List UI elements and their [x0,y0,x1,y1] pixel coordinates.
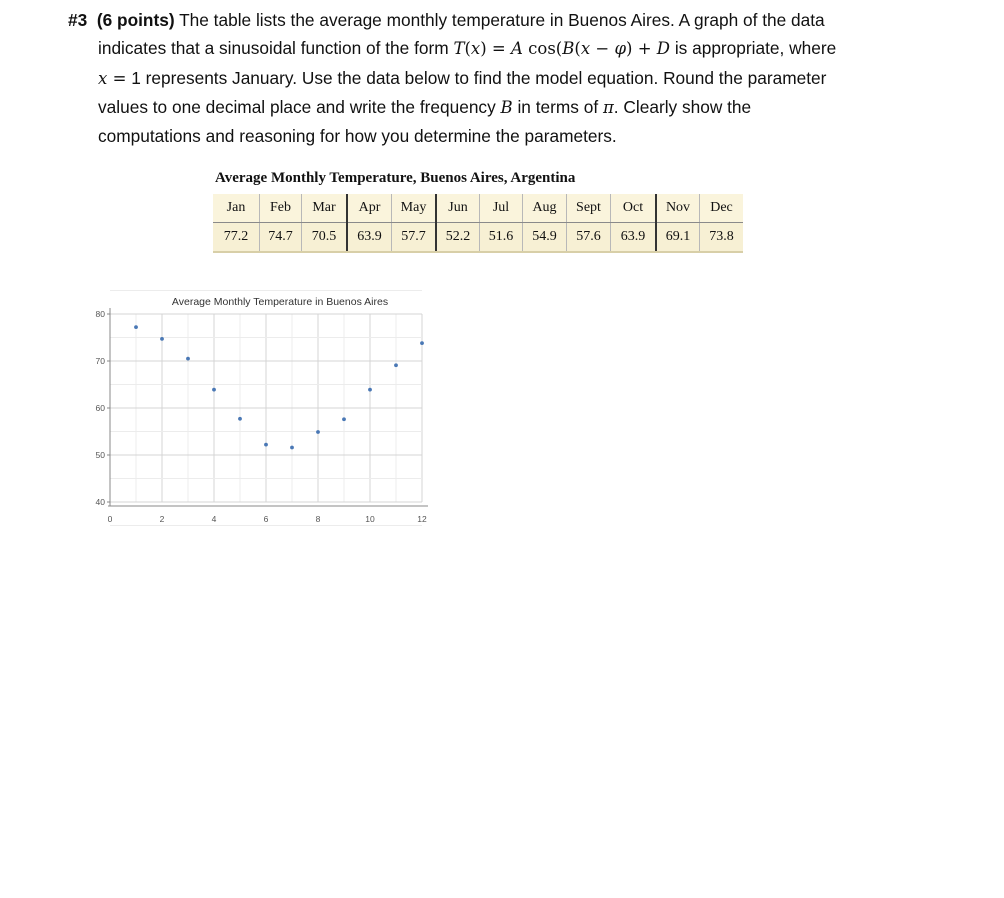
data-points [134,325,424,449]
problem-text-4b: in terms of [512,96,603,117]
temperature-cell: 70.5 [302,223,348,253]
month-header-cell: Jul [480,194,523,223]
x-equals: x = [98,68,127,88]
temperature-cell: 77.2 [213,223,260,253]
temperature-value-row [213,223,743,253]
data-point [134,325,138,329]
y-tick-label: 70 [95,356,105,366]
data-point [212,388,216,392]
data-point [238,417,242,421]
x-tick-label: 6 [263,514,269,524]
problem-text-3: 1 represents January. Use the data below to find the model equation. Round the parameter [126,67,827,88]
temperature-cell: 51.6 [480,223,523,253]
problem-text-2a: indicates that a sinusoidal function of the form [98,38,454,59]
table-title: Average Monthly Temperature, Buenos Aires, Argentina [215,170,576,186]
temperature-cell: 69.1 [656,223,700,253]
data-point [342,417,346,421]
data-point [316,430,320,434]
pi-symbol: π [602,97,614,117]
x-tick-label: 8 [315,514,321,524]
temperature-cell: 63.9 [611,223,657,253]
month-header-cell: Feb [260,194,302,223]
month-header-cell: Nov [656,194,700,223]
x-tick-labels [108,514,427,524]
model-formula: T(x) = A cos(B(x − φ) + D [453,39,671,59]
month-header-row [213,194,743,223]
data-point [264,443,268,447]
temperature-cell: 74.7 [260,223,302,253]
month-header-cell: Dec [700,194,744,223]
month-header-cell: Apr [347,194,392,223]
temperature-cell: 63.9 [347,223,392,253]
data-point [394,363,398,367]
x-tick-label: 12 [417,514,427,524]
y-tick-label: 50 [95,450,105,460]
temperature-table [213,194,743,253]
problem-line-4 [68,93,948,122]
problem-text-4a: values to one decimal place and write the frequency [98,96,501,117]
problem-text-4c: . Clearly show the [613,96,752,117]
temperature-cell: 54.9 [523,223,567,253]
x-tick-label: 0 [107,514,113,524]
month-header-cell: May [392,194,437,223]
temperature-cell: 52.2 [436,223,480,253]
month-header-cell: Aug [523,194,567,223]
y-tick-label: 60 [95,403,105,413]
temperature-cell: 57.7 [392,223,437,253]
data-point [160,337,164,341]
problem-line-1 [68,6,948,34]
data-point [290,446,294,450]
problem-points: (6 points) [96,10,175,30]
problem-line-3 [68,64,948,93]
month-header-cell: Oct [611,194,657,223]
data-point [368,388,372,392]
chart-title: Average Monthly Temperature in Buenos Aires [171,296,389,308]
month-header-cell: Mar [302,194,348,223]
chart-grid [107,291,422,526]
problem-line-2 [68,34,948,63]
y-tick-labels [96,309,110,507]
problem-line-5 [68,122,948,150]
scatter-chart [90,290,440,530]
y-tick-label: 80 [95,309,105,319]
frequency-symbol: B [500,97,513,117]
problem-number: #3 [68,10,88,30]
x-tick-label: 4 [211,514,217,524]
problem-statement [68,6,948,150]
x-tick-label: 10 [365,514,375,524]
month-header-cell: Jun [436,194,480,223]
month-header-cell: Sept [567,194,611,223]
temperature-cell: 73.8 [700,223,744,253]
temperature-cell: 57.6 [567,223,611,253]
month-header-cell: Jan [213,194,260,223]
problem-text-5: computations and reasoning for how you determine the parameters. [98,126,617,147]
problem-text-1: The table lists the average monthly temperature in Buenos Aires. A graph of the data [174,10,825,30]
data-point [420,341,424,345]
data-point [186,357,190,361]
x-tick-label: 2 [159,514,165,524]
problem-text-2b: is appropriate, where [670,38,837,59]
y-tick-label: 40 [95,497,105,507]
